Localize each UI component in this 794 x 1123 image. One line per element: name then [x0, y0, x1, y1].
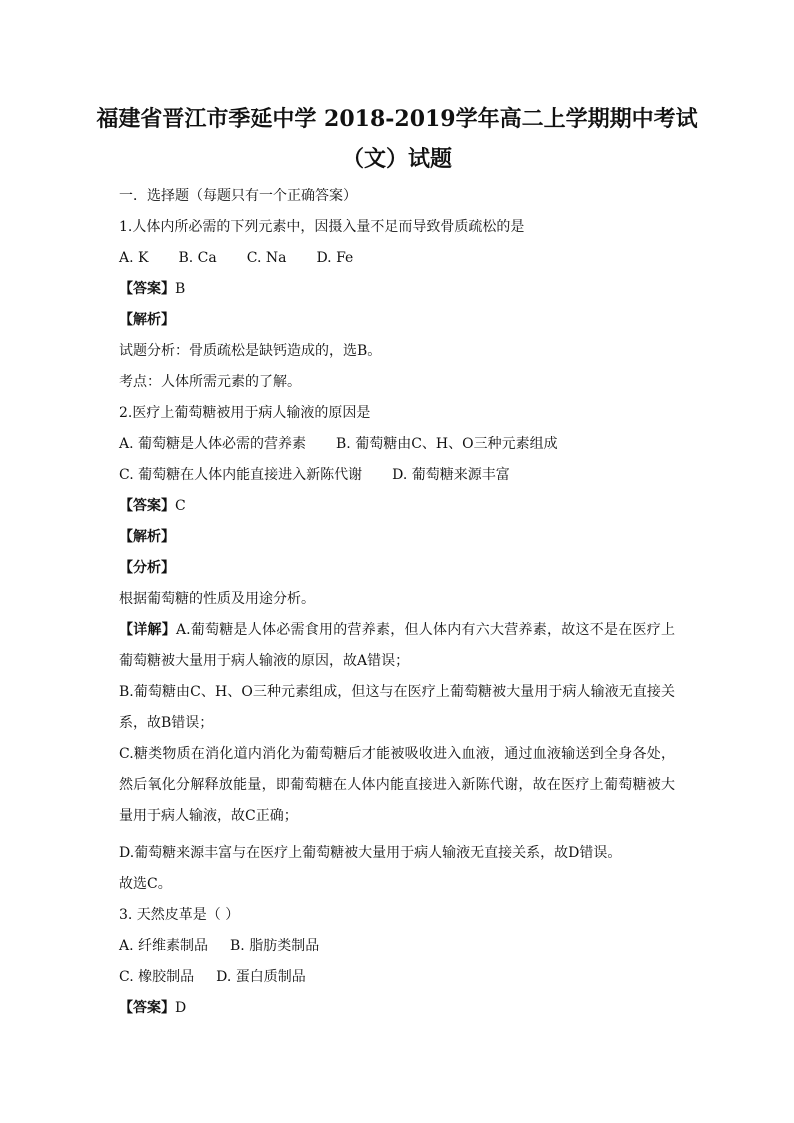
q3-options-row2: [119, 967, 684, 987]
q3-answer-label: 【答案】: [119, 1000, 175, 1016]
q2-option-b: B. 葡萄糖由C、H、O三种元素组成: [336, 436, 558, 452]
q3-option-c: C. 橡胶制品: [119, 969, 195, 985]
q2-detail-b: B.葡萄糖由C、H、O三种元素组成，但这与在医疗上葡萄糖被大量用于病人输液无直接关系，故B错误；: [119, 684, 675, 731]
q3-stem: 3. 天然皮革是（ ）: [119, 907, 240, 923]
q2-option-d: D. 葡萄糖来源丰富: [392, 467, 510, 483]
q1-options: [119, 248, 684, 268]
section-heading: 一．选择题（每题只有一个正确答案）: [119, 188, 357, 204]
q2-fenxi-text: 根据葡萄糖的性质及用途分析。: [119, 591, 315, 607]
q2-detail-a-text: A.葡萄糖是人体必需食用的营养素，但人体内有六大营养素，故这不是在医疗上葡萄糖被大量用于病人输液的原因，故A错误；: [119, 622, 676, 669]
q2-detail-label: 【详解】: [119, 622, 176, 638]
q2-detail-d: D.葡萄糖来源丰富与在医疗上葡萄糖被大量用于病人输液无直接关系，故D错误。: [119, 845, 622, 861]
q1-answer-label: 【答案】: [119, 281, 175, 297]
q3-answer-value: D: [175, 1000, 187, 1016]
q1-knowledge-point: 考点：人体所需元素的了解。: [119, 374, 301, 390]
q2-options-row1: [119, 434, 684, 454]
q1-answer: [119, 279, 684, 299]
document-title-line1: 福建省晋江市季延中学 2018-2019学年高二上学期期中考试: [96, 106, 698, 132]
q1-option-b: B. Ca: [178, 250, 217, 266]
q1-option-c: C. Na: [246, 250, 287, 266]
q3-option-d: D. 蛋白质制品: [216, 969, 306, 985]
q2-answer: [119, 496, 684, 516]
q2-stem: 2.医疗上葡萄糖被用于病人输液的原因是: [119, 405, 371, 421]
q3-option-b: B. 脂肪类制品: [230, 938, 320, 954]
q1-analysis-label: 【解析】: [119, 312, 175, 328]
q2-options-row2: [119, 465, 684, 485]
q2-analysis-label: 【解析】: [119, 529, 175, 545]
q2-option-c: C. 葡萄糖在人体内能直接进入新陈代谢: [119, 467, 363, 483]
q2-conclusion: 故选C。: [119, 876, 172, 892]
q2-answer-value: C: [175, 498, 186, 514]
document-title-line2: （文）试题: [341, 146, 452, 172]
q2-answer-label: 【答案】: [119, 498, 175, 514]
q3-option-a: A. 纤维素制品: [119, 938, 209, 954]
q1-analysis-text: 试题分析：骨质疏松是缺钙造成的，选B。: [119, 343, 382, 359]
q1-stem: 1.人体内所必需的下列元素中，因摄入量不足而导致骨质疏松的是: [119, 219, 525, 235]
q1-option-d: D. Fe: [316, 250, 354, 266]
q3-answer: [119, 998, 684, 1018]
q1-answer-value: B: [175, 281, 186, 297]
q2-detail-a: [119, 615, 675, 677]
q3-options-row1: [119, 936, 684, 956]
q2-option-a: A. 葡萄糖是人体必需的营养素: [119, 436, 307, 452]
q2-fenxi-label: 【分析】: [119, 560, 175, 576]
q2-detail-c: C.糖类物质在消化道内消化为葡萄糖后才能被吸收进入血液，通过血液输送到全身各处，然后氧化分解释放能量，即葡萄糖在人体内能直接进入新陈代谢，故在医疗上葡萄糖被大量用于病人输液，故C正确；: [119, 746, 675, 824]
q1-option-a: A. K: [119, 250, 149, 266]
